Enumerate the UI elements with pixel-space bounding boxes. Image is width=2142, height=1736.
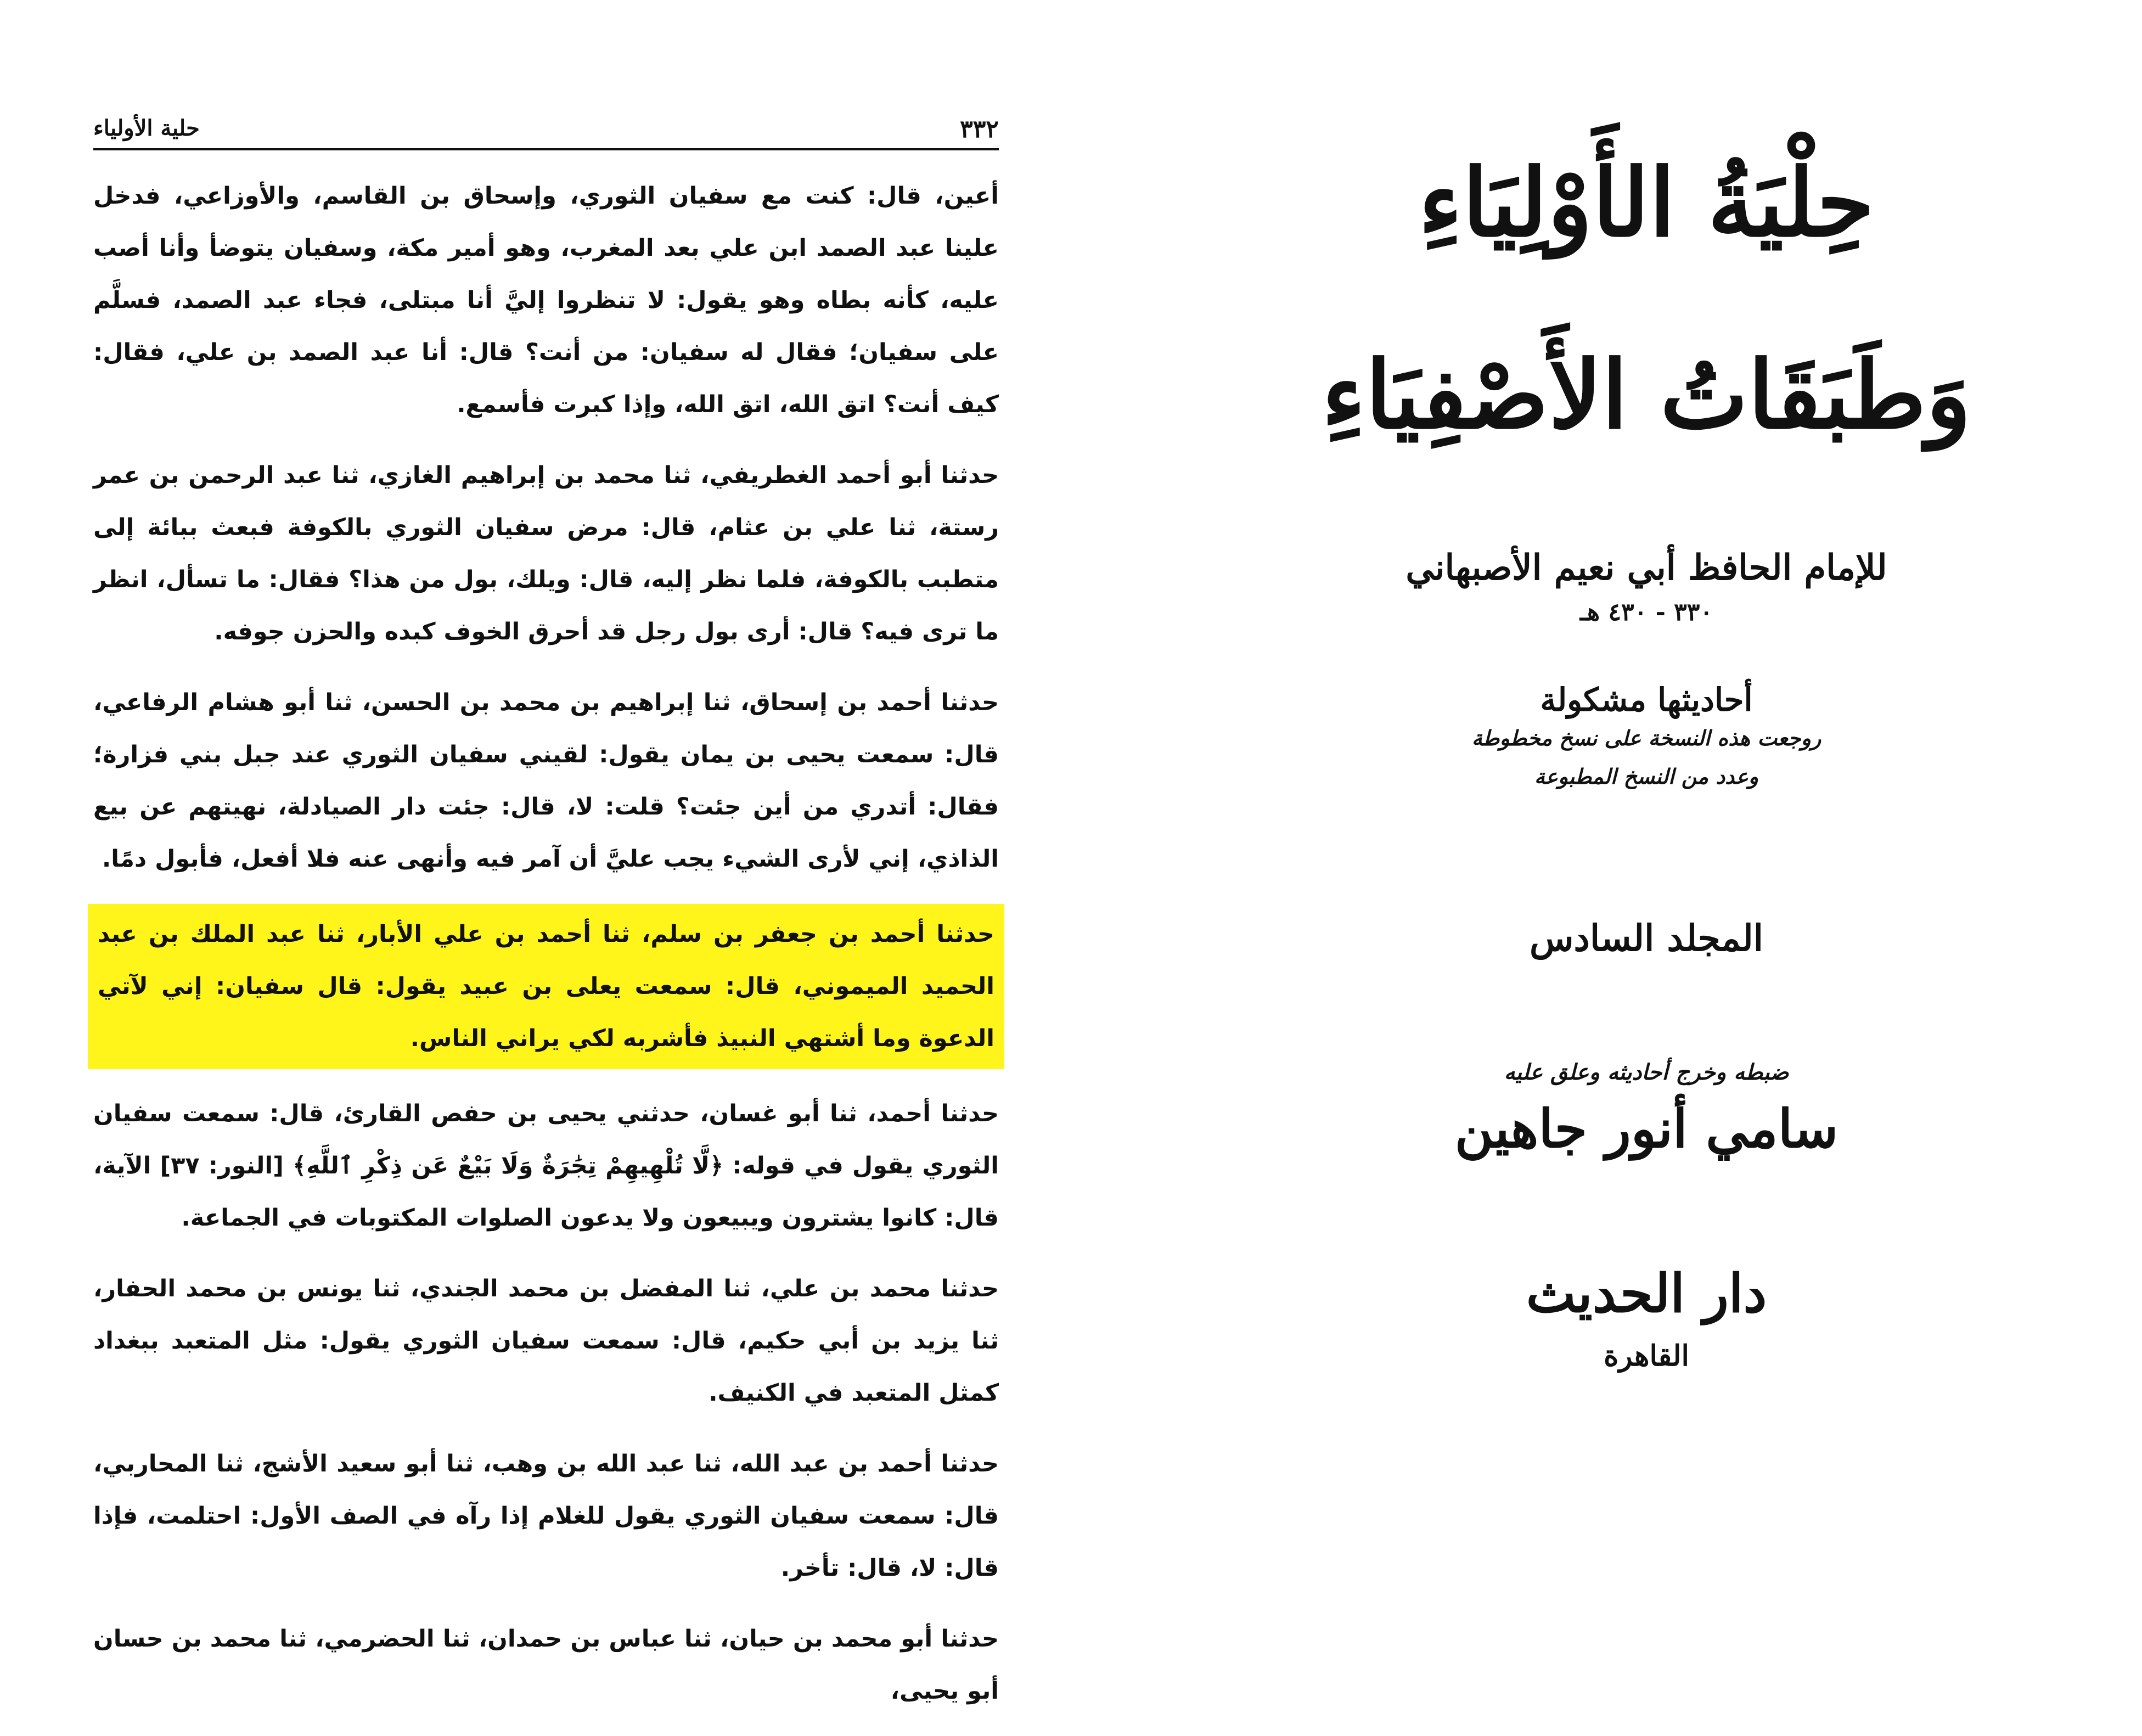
volume-label: المجلد السادس: [1529, 917, 1764, 959]
running-title: حلية الأولياء: [93, 115, 200, 141]
page-number: ٣٣٢: [960, 115, 999, 143]
publisher-city: القاهرة: [1604, 1339, 1689, 1373]
paragraph: حدثنا أبو محمد بن حيان، ثنا عباس بن حمدان، ثنا الحضرمي، ثنا محمد بن حسان أبو يحيى،: [93, 1625, 999, 1705]
paragraph: حدثنا محمد بن علي، ثنا المفضل بن محمد الجندي، ثنا يونس بن محمد الحفار، ثنا يزيد بن أبي حكيم، قال: سمعت سفيان الثوري يقول: مثل المتعبد ببغداد كمثل المتعبد في الكنيف.: [93, 1275, 999, 1407]
book-title-line-2: وَطَبَقَاتُ الأَصْفِيَاءِ: [1322, 340, 1971, 450]
paragraph: أعين، قال: كنت مع سفيان الثوري، وإسحاق بن القاسم، والأوزاعي، فدخل علينا عبد الصمد ابن علي بعد المغرب، وهو أمير مكة، وسفيان يتوضأ وأنا أصب عليه، كأنه بطاه وهو يقول: لا تنظروا إليَّ أنا مبتلى، فجاء عبد الصمد، فسلَّم على سفيان؛ فقال له سفيان: من أنت؟ قال: أنا عبد الصمد بن علي، فقال: كيف أنت؟ اتق الله، اتق الله، وإذا كبرت فأسمع.: [93, 182, 999, 418]
running-header: [93, 115, 999, 150]
publisher-name: دار الحديث: [1526, 1262, 1767, 1324]
text-page: [93, 93, 999, 1705]
book-title-line-1: حِلْيَةُ الأَوْلِيَاءِ: [1418, 148, 1875, 258]
highlighted-paragraph: حدثنا أحمد بن جعفر بن سلم، ثنا أحمد بن علي الأبار، ثنا عبد الملك بن عبد الحميد الميموني، قال: سمعت يعلى بن عبيد يقول: قال سفيان: إني لآتي الدعوة وما أشتهي النبيذ فأشربه لكي يراني الناس.: [88, 904, 1004, 1069]
edition-note: [1262, 681, 2031, 796]
paragraph: حدثنا أحمد، ثنا أبو غسان، حدثني يحيى بن حفص القارئ، قال: سمعت سفيان الثوري يقول في قوله: ﴿لَّا تُلْهِيهِمْ تِجَٰرَةٌ وَلَا بَيْعٌ عَن ذِكْرِ ٱللَّهِ﴾ [النور: ٣٧] الآية، قال: كانوا يشترون ويبيعون ولا يدعون الصلوات المكتوبات في الجماعة.: [93, 1100, 999, 1232]
edition-note-line-2: روجعت هذه النسخة على نسخ مخطوطة: [1471, 726, 1821, 750]
body-text: [93, 170, 999, 1736]
edition-note-line-3: وعدد من النسخ المطبوعة: [1534, 764, 1759, 789]
title-page: [1262, 77, 2031, 1504]
author-dates: ٣٣٠ - ٤٣٠ هـ: [1579, 598, 1713, 626]
paragraph: حدثنا أبو أحمد الغطريفي، ثنا محمد بن إبراهيم الغازي، ثنا عبد الرحمن بن عمر رستة، ثنا علي بن عثام، قال: مرض سفيان الثوري بالكوفة فبعث ببائة إلى متطبب بالكوفة، فلما نظر إليه، قال: ويلك، بول من هذا؟ فقال: ما تسأل، انظر ما ترى فيه؟ قال: أرى بول رجل قد أحرق الخوف كبده والحزن جوفه.: [93, 462, 999, 645]
author-name: للإمام الحافظ أبي نعيم الأصبهاني: [1405, 547, 1887, 588]
paragraph: حدثنا أحمد بن إسحاق، ثنا إبراهيم بن محمد بن الحسن، ثنا أبو هشام الرفاعي، قال: سمعت يحيى بن يمان يقول: لقيني سفيان الثوري عند جبل بني فزارة؛ فقال: أتدري من أين جئت؟ قلت: لا، قال: جئت دار الصيادلة، نهيتهم عن بيع الذاذي، إني لأرى الشيء يجب عليَّ أن آمر فيه وأنهى عنه فلا أفعل، فأبول دمًا.: [93, 689, 999, 873]
editor-name: سامي أنور جاهين: [1454, 1098, 1839, 1160]
paragraph: حدثنا أحمد بن عبد الله، ثنا عبد الله بن وهب، ثنا أبو سعيد الأشج، ثنا المحاربي، قال: سمعت سفيان الثوري يقول للغلام إذا رآه في الصف الأول: احتلمت، فإذا قال: لا، قال: تأخر.: [93, 1450, 999, 1582]
edition-note-line-1: أحاديثها مشكولة: [1540, 681, 1753, 718]
editor-credit: ضبطه وخرج أحاديثه وعلق عليه: [1504, 1059, 1789, 1085]
